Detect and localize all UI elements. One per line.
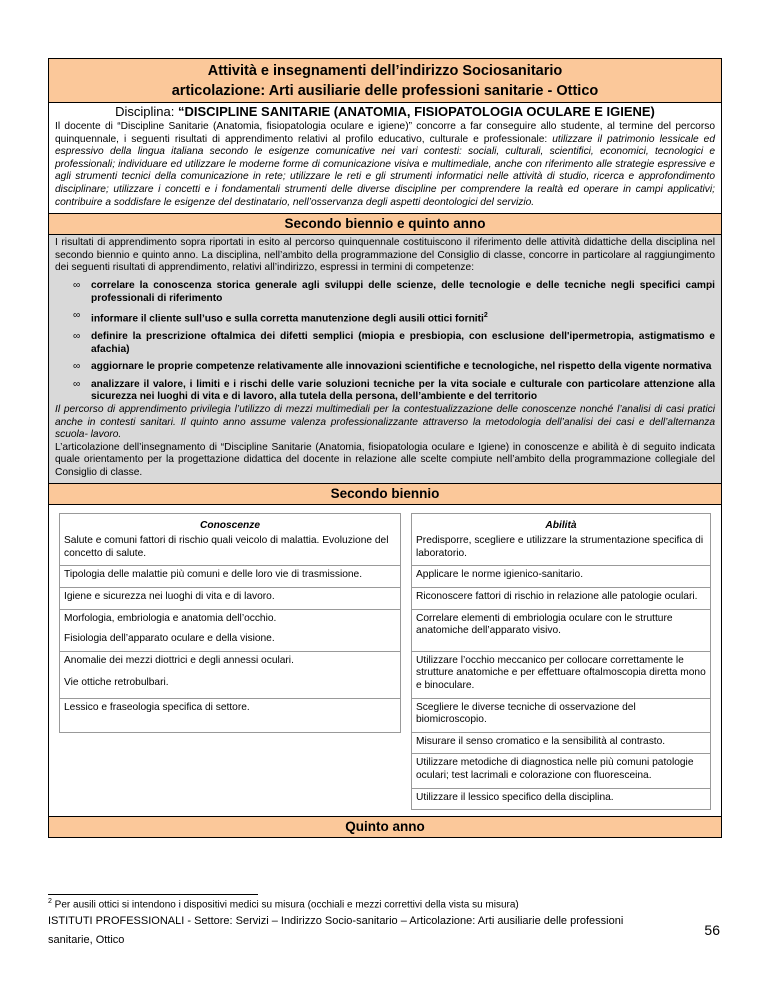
column-gap <box>401 609 412 651</box>
table-cell: Lessico e fraseologia specifica di settore. <box>60 698 401 732</box>
table-cell: Igiene e sicurezza nei luoghi di vita e di lavoro. <box>60 588 401 610</box>
intro-paragraph <box>49 121 721 213</box>
bullet-text: correlare la conoscenza storica generale agli sviluppi delle scienze, delle tecnologie e delle tecniche negli specifici campi professionali di riferimento <box>91 279 715 304</box>
table-cell: Correlare elementi di embriologia oculare con le strutture anatomiche dell’apparato visivo. <box>412 609 711 651</box>
list-item <box>55 379 715 404</box>
knowledge-skills-table <box>59 513 711 811</box>
page-header <box>49 59 721 103</box>
header-title: Attività e insegnamenti dell’indirizzo Sociosanitario <box>207 63 563 79</box>
column-gap <box>401 732 412 754</box>
table-row <box>60 698 711 732</box>
table-cell: Predisporre, scegliere e utilizzare la strumentazione specifica di laboratorio. <box>412 532 711 566</box>
column-gap <box>401 698 412 732</box>
column-gap <box>401 513 412 532</box>
table-row <box>60 609 711 651</box>
table-row <box>60 754 711 788</box>
cell-line: Morfologia, embriologia e anatomia dell’occhio. <box>64 612 277 624</box>
infinity-bullet-icon: ∞ <box>73 378 81 390</box>
discipline-line <box>49 103 721 121</box>
list-item <box>55 331 715 356</box>
table-cell: Applicare le norme igienico-sanitario. <box>412 566 711 588</box>
table-cell: Riconoscere fattori di rischio in relazione alle patologie oculari. <box>412 588 711 610</box>
table-row <box>60 566 711 588</box>
footnote-divider <box>48 894 258 895</box>
column-gap <box>401 754 412 788</box>
cell-line: Anomalie dei mezzi diottrici e degli annessi oculari. <box>64 654 294 666</box>
methodology-paragraph: Il percorso di apprendimento privilegia l’utilizzo di mezzi multimediali per la contestualizzazione delle conoscenze nonché l’analisi di casi pratici anche in contesti sanitari. Il quinto anno assume valenza professionalizzante attraverso la metodologia dell’analisi dei casi e dell’alternanza scuola- lavoro. <box>55 404 715 441</box>
articulation-paragraph: L’articolazione dell’insegnamento di “Discipline Sanitarie (Anatomia, fisiopatologia oculare e Igiene) in conoscenze e abilità è di seguito indicata quale orientamento per la progettazione didattica del docente in relazione alle scelte compiute nell’ambito della programmazione collegiale del Consiglio di classe. <box>55 441 715 479</box>
competenze-lead: I risultati di apprendimento sopra riportati in esito al percorso quinquennale costituiscono il riferimento delle attività didattiche della disciplina nel secondo biennio e quinto anno. La disciplina, nell’ambito della programmazione del Consiglio di classe, concorre in particolare al raggiungimento dei seguenti risultati di apprendimento, relativi all’indirizzo, espressi in termini di competenze: <box>55 237 715 274</box>
section-title-secondo-biennio: Secondo biennio <box>49 483 721 505</box>
footnote-number: 2 <box>48 898 52 905</box>
table-row <box>60 788 711 810</box>
document-frame <box>48 58 722 838</box>
infinity-bullet-icon: ∞ <box>73 279 81 291</box>
cell-line: Fisiologia dell’apparato oculare e della visione. <box>64 633 275 645</box>
footnote-ref[interactable]: 2 <box>483 312 488 320</box>
table-cell <box>60 651 401 698</box>
header-subtitle: articolazione: Arti ausiliarie delle professioni sanitarie - Ottico <box>171 83 599 99</box>
table-cell <box>60 609 401 651</box>
list-item <box>55 361 715 374</box>
list-item <box>55 280 715 305</box>
table-row <box>60 732 711 754</box>
section-title-quinto-anno: Quinto anno <box>49 816 721 837</box>
column-gap <box>401 651 412 698</box>
infinity-bullet-icon: ∞ <box>73 361 81 373</box>
intro-plain: Il docente di “Discipline Sanitarie (Anatomia, fisiopatologia oculare e igiene)” concorre a far conseguire allo studente, al termine del percorso quinquennale, i seguenti risultati di apprendimento relativi al profilo educativo, culturale e professionale: <box>55 121 715 145</box>
page-number: 56 <box>704 922 720 938</box>
table-cell: Utilizzare il lessico specifico della disciplina. <box>412 788 711 810</box>
column-header-abilita: Abilità <box>412 513 711 532</box>
bullet-text-main: informare il cliente sull’uso e sulla corretta manutenzione degli ausili ottici forniti <box>91 313 484 325</box>
footnote <box>48 898 720 910</box>
list-item <box>55 310 715 326</box>
empty-cell <box>60 754 401 788</box>
table-row <box>60 588 711 610</box>
table-cell: Scegliere le diverse tecniche di osservazione del biomicroscopio. <box>412 698 711 732</box>
column-gap <box>401 588 412 610</box>
bullet-text <box>91 310 715 326</box>
table-cell: Utilizzare l’occhio meccanico per collocare correttamente le strutture anatomiche e per effettuare oftalmoscopia diretta mono e binoculare. <box>412 651 711 698</box>
discipline-label: Disciplina: <box>115 104 178 119</box>
footer-source: ISTITUTI PROFESSIONALI - Settore: Servizi – Indirizzo Socio-sanitario – Articolazione: Arti ausiliarie delle professioni sanitarie, Ottico <box>48 915 624 947</box>
bullet-text: definire la prescrizione oftalmica dei difetti semplici (miopia e presbiopia, con esclusione dell'ipermetropia, astigmatismo e afachia) <box>91 331 715 355</box>
section-title-biennio-quinto: Secondo biennio e quinto anno <box>49 213 721 235</box>
table-row <box>60 532 711 566</box>
intro-italic: utilizzare il patrimonio lessicale ed espressivo della lingua italiana secondo le esigenze comunicative nei vari contesti: sociali, culturali, scientifici, economici, tecnologici e professionali; individuare ed utilizzare le moderne forme di comunicazione visiva e multimediale, anche con riferimento alle strategie espressive e agli strumenti tecnici della comunicazione in rete; utilizzare le reti e gli strumenti informatici nelle attività di studio, ricerca e approfondimento disciplinare; utilizzare i concetti e i fondamentali strumenti delle diverse discipline per comprendere la realtà ed operare in campi applicativi; contribuire a soddisfare le esigenze del destinatario, nell’osservanza degli aspetti deontologici del servizio. <box>55 133 715 208</box>
page-footer <box>48 894 720 950</box>
competenze-block <box>49 235 721 482</box>
table-cell: Misurare il senso cromatico e la sensibilità al contrasto. <box>412 732 711 754</box>
bullet-text: analizzare il valore, i limiti e i rischi delle varie soluzioni tecniche per la vita sociale e culturale con particolare attenzione alla sicurezza nei luoghi di vita e di lavoro, alla tutela della persona, dell’ambiente e del territorio <box>91 378 715 403</box>
footnote-text: Per ausili ottici si intendono i dispositivi medici su misura (occhiali e mezzi correttivi della vista su misura) <box>51 899 519 911</box>
column-gap <box>401 566 412 588</box>
empty-cell <box>60 732 401 754</box>
empty-cell <box>60 788 401 810</box>
table-row <box>60 651 711 698</box>
infinity-bullet-icon: ∞ <box>73 331 81 343</box>
discipline-name: “DISCIPLINE SANITARIE (ANATOMIA, FISIOPATOLOGIA OCULARE E IGIENE) <box>177 104 655 119</box>
infinity-bullet-icon: ∞ <box>73 310 81 322</box>
table-cell: Tipologia delle malattie più comuni e delle loro vie di trasmissione. <box>60 566 401 588</box>
column-gap <box>401 788 412 810</box>
knowledge-skills-table-wrap <box>49 505 721 817</box>
column-gap <box>401 532 412 566</box>
bullet-text: aggiornare le proprie competenze relativamente alle innovazioni scientifiche e tecnologiche, nel rispetto della vigente normativa <box>91 361 712 373</box>
cell-line: Vie ottiche retrobulbari. <box>64 677 169 689</box>
table-cell: Utilizzare metodiche di diagnostica nelle più comuni patologie oculari; test lacrimali e colorazione con fluoresceina. <box>412 754 711 788</box>
column-header-conoscenze: Conoscenze <box>60 513 401 532</box>
table-cell: Salute e comuni fattori di rischio quali veicolo di malattia. Evoluzione del concetto di salute. <box>60 532 401 566</box>
